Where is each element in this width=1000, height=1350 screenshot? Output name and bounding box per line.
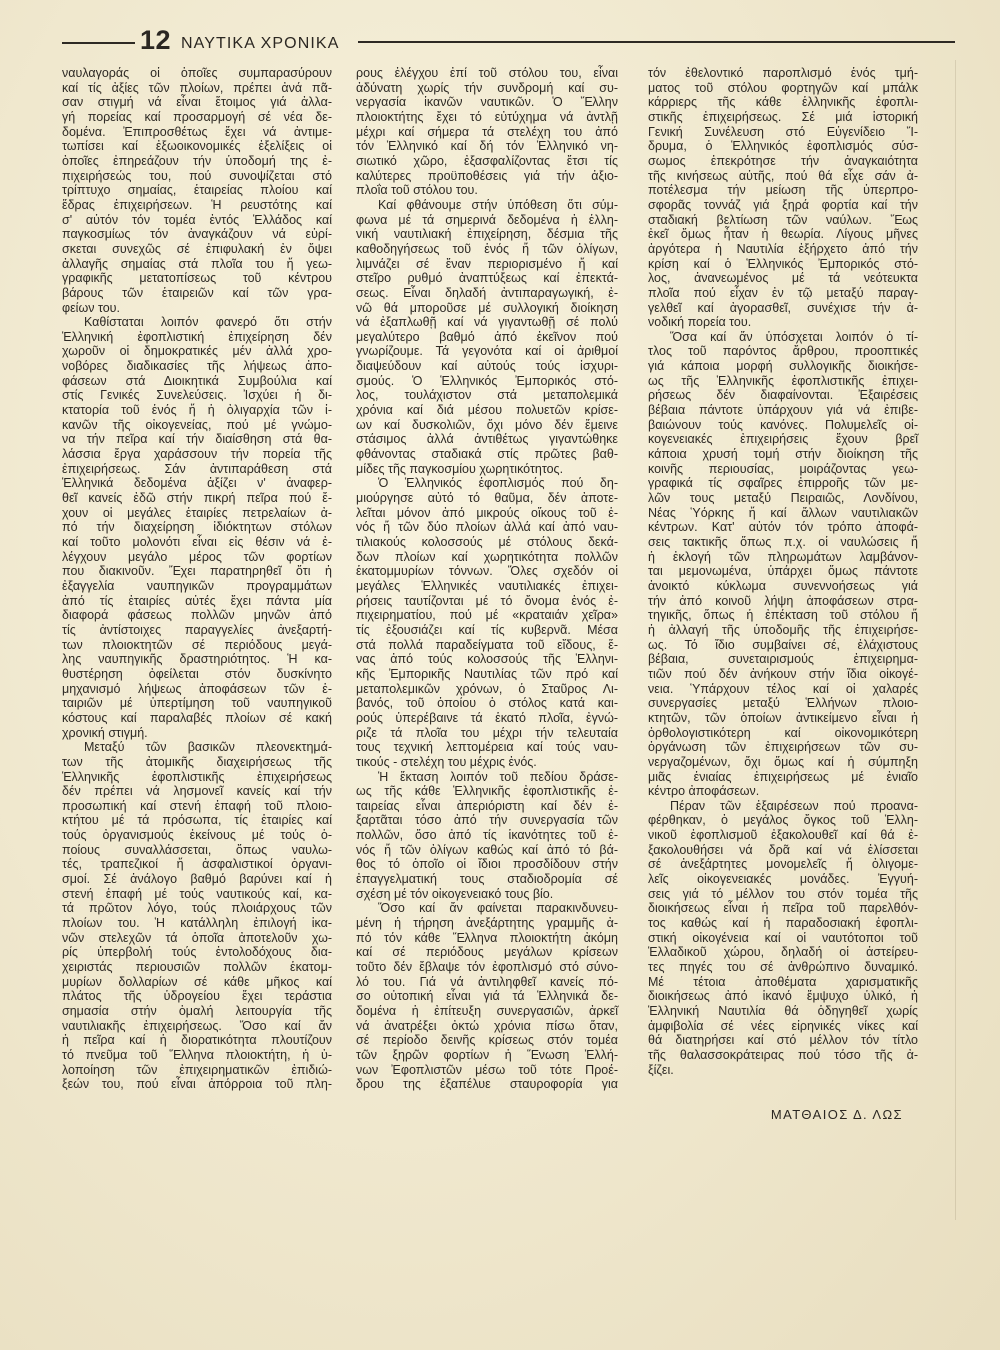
text-line: σημασία στήν ὁμαλή λειτουργία τῆς bbox=[62, 1004, 332, 1018]
text-line: ταιρείας εἶναι ἀπεριόριστη καί δέν ἐ- bbox=[356, 798, 618, 813]
text-line: φάσεων στά Διοικητικά Συμβούλια καί bbox=[62, 373, 332, 388]
text-line: ναυτιλιακῆς ἐπιχειρήσεως. Ὅσο καί ἄν bbox=[62, 1018, 332, 1033]
text-line: γιά κάποια μορφή συλλογικῆς διοικήσε- bbox=[648, 359, 918, 374]
text-line: σέ περίοδο δεινῆς κρίσεως στόν τομέα bbox=[356, 1033, 618, 1048]
text-line: νικοῦ ἐφοπλισμοῦ ἐξακολουθεῖ καί θά ἐ- bbox=[648, 828, 918, 843]
text-line: τό πνεῦμα τοῦ Ἕλληνα πλοιοκτήτη, ἡ ὑ- bbox=[62, 1047, 332, 1062]
text-line: νά ἐξαπλωθῇ καί νά γιγαντωθῇ σέ πολύ bbox=[356, 315, 618, 330]
text-line: γραφικά τίς σφαῖρες ἐπιρροῆς τῶν με- bbox=[648, 476, 918, 491]
header-rule-right bbox=[358, 41, 955, 43]
text-line: τους τεχνική λεπτομέρεια καί τούς ναυ- bbox=[356, 740, 618, 755]
text-line: χρόνια καί διά μέσου πολυετῶν κρίσε- bbox=[356, 403, 618, 418]
text-line: δομένα. Ἐπιπροσθέτως ἔχει νά ἀντιμε- bbox=[62, 124, 332, 139]
text-line: τος καθώς καί ἡ παραδοσιακή ἐφοπλι- bbox=[648, 916, 918, 931]
text-line: τικούς - στελέχη του μέχρις ἑνός. bbox=[356, 754, 537, 769]
text-line: νοδική πορεία του. bbox=[648, 315, 752, 330]
text-line: στά πολλά παραδείγματα τοῦ εἴδους, ἕ- bbox=[356, 637, 618, 652]
text-line: ἀμφιβολία σέ νέες εἰρηνικές νίκες καί bbox=[648, 1018, 918, 1033]
text-line: ὀργάνωση τῶν ἐπιχειρήσεων τῶν συ- bbox=[648, 740, 918, 755]
text-line: γνωρίζουμε. Τά γεγονότα καί οἱ ἀριθμοί bbox=[356, 344, 618, 359]
text-line: Γενική Συνέλευση στό Εὐγενίδειο Ἵ- bbox=[648, 124, 918, 139]
text-line: καλύτερες προϋποθέσεις γιά τήν ἀξιο- bbox=[356, 168, 618, 183]
text-line: κτατορία τοῦ ἑνός ἤ ἡ ὀλιγαρχία τῶν ἰ- bbox=[62, 403, 332, 418]
text-line: χρονική στιγμή. bbox=[62, 725, 148, 740]
text-line: λος, ἀνανεωμένος μέ τά νεότευκτα bbox=[648, 271, 918, 286]
header-rule-left bbox=[62, 42, 135, 44]
paragraph bbox=[648, 799, 918, 1077]
text-line: λάσσια ἔργα χαράσσουν τήν πορεία τῆς bbox=[62, 447, 332, 462]
text-line: ξεών του, πού εἶναι ἀπόρροια τοῦ πλη- bbox=[62, 1077, 332, 1092]
text-line: τῆς θαλασσοκράτειρας πού τόσο τῆς ἀ- bbox=[648, 1047, 918, 1062]
text-line: βέβαια πάντοτε ὑπάρχουν γιά νά ἐπιβε- bbox=[648, 403, 918, 418]
text-line: λό του. Γιά νά ἀντιληφθεῖ κανείς πό- bbox=[356, 974, 618, 989]
text-line: νική ναυτιλιακή ἐπιχείρηση, δέσμια τῆς bbox=[356, 227, 618, 242]
text-line: θεῖ κανείς ἐδῶ στήν πικρή πεῖρα πού ἔ- bbox=[62, 491, 332, 506]
text-line: Ἡ ἔκταση λοιπόν τοῦ πεδίου δράσε- bbox=[378, 769, 618, 784]
text-line: καί τίς ἀξίες τῶν πλοίων, πρέπει ἀνά πᾶ- bbox=[62, 80, 332, 95]
text-line: βανός, τοῦ ὁποίου ὁ στόλος κατά και- bbox=[356, 696, 618, 711]
paragraph bbox=[356, 476, 618, 769]
text-line: κάποια χρυσή τομή στήν διοίκηση τῆς bbox=[648, 447, 918, 462]
text-line: σεις γιά τό μέλλον του στόν τομέα τῆς bbox=[648, 886, 918, 901]
text-line: σκεται συνεχῶς σέ ἐπιφυλακή ἐν ὄψει bbox=[62, 241, 332, 256]
text-line: μιᾶς ἑνιαίας ἐπιχειρήσεως μέ ἑνιαῖο bbox=[648, 769, 918, 784]
paragraph bbox=[356, 901, 618, 1092]
text-line: σεως. Εἶναι δηλαδή ἀντιπαραγωγική, ἐ- bbox=[356, 285, 618, 300]
text-line: πολλῶν, ὅσο ἀπό τίς ἱκανότητες τοῦ ἑ- bbox=[356, 828, 618, 843]
text-line: νας ἀπό τούς κολοσσούς τῆς Ἑλληνι- bbox=[356, 652, 618, 667]
text-line: σμοί. Σέ ἀνάλογο βαθμό βαρύνει καί ἡ bbox=[62, 872, 332, 887]
text-line: τωπίσει καί ἐξωοικονομικές ἐξελίξεις οἱ bbox=[62, 139, 332, 154]
text-line: Ἑλληνική ἐφοπλιστική ἐπιχείρηση δέν bbox=[62, 329, 332, 344]
text-line: Ὅσο καί ἄν φαίνεται παρακινδυνευ- bbox=[378, 901, 618, 916]
text-line: νων Ἐφοπλιστῶν μέσω τοῦ τότε Προέ- bbox=[356, 1062, 618, 1077]
text-line: δομένα ἡ ἐπίτευξη συνεργασιῶν, ἀρκεῖ bbox=[356, 1004, 618, 1018]
text-line: λῶν τους μεταξύ Πειραιῶς, Λονδίνου, bbox=[648, 491, 918, 506]
text-line: νεργασία ἱκανῶν ναυτικῶν. Ὁ Ἕλλην bbox=[356, 95, 618, 110]
paragraph bbox=[356, 198, 618, 476]
text-line: γελθεῖ καί ἀγορασθεῖ, συνέχισε τήν ἀ- bbox=[648, 300, 918, 315]
text-line: διοικήσεως ἀπό ἱκανό ἔμψυχο ὑλικό, ἡ bbox=[648, 989, 918, 1004]
text-line: δρυμα, ὁ Ἑλληνικός ἐφοπλισμός σύσ- bbox=[648, 139, 918, 154]
text-line: θος τό ὁποῖο οἱ ἴδιοι προσδίδουν στήν bbox=[356, 857, 618, 872]
text-line: ἕδρας ἐπιχειρήσεων. Ἡ ρευστότης καί bbox=[62, 197, 332, 212]
text-line: στικῆς ἐπιχειρήσεως. Σέ μιά ἱστορική bbox=[648, 109, 918, 124]
text-line: νός ἤ τῶν δύο πλοίων ἀλλά καί ἀπό ναυ- bbox=[356, 520, 618, 535]
text-line: κῆς Ἐμπορικῆς Ναυτιλίας τῶν πρό καί bbox=[356, 666, 618, 681]
text-line: σο οὐτοπική εἶναι γιά τά Ἑλληνικά δε- bbox=[356, 989, 618, 1004]
text-line: μέχρι καί σήμερα τά στελέχη του ἀπό bbox=[356, 124, 618, 139]
text-line: χουν οἱ μεγάλες ἑταιρίες πετρελαίων ἀ- bbox=[62, 505, 332, 520]
page-number: 12 bbox=[140, 25, 172, 55]
text-line: φθάνοντας σταδιακά στίς πρῶτες βαθ- bbox=[356, 447, 618, 462]
text-line: δέν πρέπει νά λησμονεῖ κανείς καί τήν bbox=[62, 784, 332, 799]
text-line: ξίζει. bbox=[648, 1062, 674, 1077]
text-line: κογενειακές ἐπιχειρήσεις ἔχουν βρεῖ bbox=[648, 432, 918, 447]
text-line: στενή ἐπαφή μέ τούς ναυτικούς καί, κα- bbox=[62, 886, 332, 901]
text-line: γή πορείας καί προσαρμογή σέ νέα δε- bbox=[62, 109, 332, 124]
text-line: σιωτικό χῶρο, ἐξασφαλίζοντας ἔτσι τίς bbox=[356, 153, 618, 168]
text-line: παγκοσμίως τόν ἀναγκάζουν νά εὑρί- bbox=[62, 227, 332, 242]
text-line: νῶν στελεχῶν τά ὁποῖα ἀποτελοῦν χω- bbox=[62, 930, 332, 945]
text-line: ται μεμονωμένα, ὑπάρχει ὅμως πάντοτε bbox=[648, 564, 918, 579]
text-line: φέρθηκαν, ὁ μεγάλος ὄγκος τοῦ Ἑλλη- bbox=[648, 813, 918, 828]
text-line: τῆς κινήσεως αὐτῆς, πού θά εἶχε σάν ἀ- bbox=[648, 168, 918, 183]
text-line: τόν ἐθελοντικό παροπλισμό ἑνός τμή- bbox=[648, 66, 918, 80]
author-signature: ΜΑΤΘΑΙΟΣ Δ. ΛΩΣ bbox=[770, 1107, 903, 1122]
text-line: ρήσεις ταυτίζονται μέ τό ὄνομα ἑνός ἐ- bbox=[356, 593, 618, 608]
paragraph bbox=[648, 66, 918, 330]
text-line: ἡ ἐκλογή τῶν πληρωμάτων λαμβάνον- bbox=[648, 549, 918, 564]
text-line: χειριστάς περιουσιῶν πολλῶν ἑκατομ- bbox=[62, 960, 332, 975]
text-line: τούς ὀργανισμούς ἐκείνους μέ τούς ὁ- bbox=[62, 828, 332, 843]
text-line: ρούς ὑπερέβαινε τά ἑκατό πλοῖα, ἐγνώ- bbox=[356, 710, 618, 725]
text-line: σαν στιγμή νά εἶναι ἕτοιμος γιά ἀλλα- bbox=[62, 95, 332, 110]
text-line: κέντρο ἀποφάσεων. bbox=[648, 784, 760, 799]
text-line: σχέση μέ τόν οἰκογενειακό τους βίο. bbox=[356, 886, 554, 901]
text-line: Μέ τέτοια ἀποθέματα χαρισματικῆς bbox=[648, 974, 918, 989]
text-line: δων πλοίων καί χωρητικότητα πολλῶν bbox=[356, 549, 618, 564]
text-line: πό τήν διαχείρηση ἰδιόκτητων στόλων bbox=[62, 520, 332, 535]
text-line: βαιώνουν τούς κανόνες. Πολυμελεῖς οἰ- bbox=[648, 417, 918, 432]
text-line: τήν ἀπό κοινοῦ λήψη ἀποφάσεων στρα- bbox=[648, 593, 918, 608]
text-line: προσωπική καί στενή ἐπαφή τοῦ πλοιο- bbox=[62, 798, 332, 813]
text-line: τλος τοῦ παρόντος ἄρθρου, προοπτικές bbox=[648, 344, 918, 359]
text-line: πλοΐα τοῦ στόλου του. bbox=[356, 183, 478, 198]
text-column-3 bbox=[648, 66, 918, 1077]
text-line: τρίπτυχο σημαίας, ἑταιρείας πλοίου καί bbox=[62, 183, 332, 198]
text-line: Ἑλλαδικοῦ χώρου, δηλαδή οἱ ἀστείρευ- bbox=[648, 945, 918, 960]
text-line: ρήσεως δέν διαφαίνονται. Ἐξαιρέσεις bbox=[648, 388, 918, 403]
text-line: λεῖται μόνον ἀπό μικρούς οἴκους τοῦ ἑ- bbox=[356, 505, 618, 520]
text-line: σωμος ἐπεκρότησε τήν ἀναγκαιότητα bbox=[648, 153, 918, 168]
text-line: κτήτου μέ τά πρόσωπα, τίς ἑταιρίες καί bbox=[62, 813, 332, 828]
text-line: κοινῆς περιουσίας, μοιράζοντας γεω- bbox=[648, 461, 918, 476]
text-line: ξαρτᾶται τόσο ἀπό τήν συνεργασία τῶν bbox=[356, 813, 618, 828]
publication-title: ΝΑΥΤΙΚΑ ΧΡΟΝΙΚΑ bbox=[181, 35, 340, 52]
text-line: τιῶν πού δέν ἀνήκουν στήν ἴδια οἰκογέ- bbox=[648, 666, 918, 681]
text-line: νῶ θά μποροῦσε μέ συλλογική διοίκηση bbox=[356, 300, 618, 315]
text-line: διαψεύδουν καί αὐτούς τούς ἰσχυρι- bbox=[356, 359, 618, 374]
text-line: καί σέ περιόδους μεγάλων κρίσεων bbox=[356, 945, 618, 960]
text-line: κόστους καί παραλαβές πλοίων σέ κακή bbox=[62, 710, 332, 725]
text-line: Καί φθάνουμε στήν ὑπόθεση ὅτι σύμ- bbox=[378, 197, 618, 212]
text-line: χωροῦν οἱ δημοκρατικές μέν ἀλλά χρο- bbox=[62, 344, 332, 359]
text-line: μεταπολεμικῶν χρόνων, ὁ Σταῦρος Λι- bbox=[356, 681, 618, 696]
text-line: κανῶν τῆς οἰκογενείας, πού μέ γνώμο- bbox=[62, 417, 332, 432]
text-line: μηχανισμό λήψεως ἀποφάσεων τῶν ἑ- bbox=[62, 681, 332, 696]
text-line: Ἑλληνικῆς ἐφοπλιστικῆς ἐπιχειρήσεως bbox=[62, 769, 332, 784]
text-line: ἀδύνατη χωρίς τήν συνδρομή καί συ- bbox=[356, 80, 618, 95]
text-line: πλοίων του. Ἡ κατάλληλη ἐπιλογή ἱκα- bbox=[62, 916, 332, 931]
text-line: κρίση καί ὁ Ἑλληνικός Ἐμπορικός στό- bbox=[648, 256, 918, 271]
text-line: μένη ἡ τήρηση ἀνεξάρτητης γραμμῆς ἀ- bbox=[356, 916, 618, 931]
text-line: ων καί δυσκολιῶν, ὄχι μόνο δέν ἔμεινε bbox=[356, 417, 618, 432]
text-line: ως τῆς κάθε Ἑλληνικῆς ἐφοπλιστικῆς ἑ- bbox=[356, 784, 618, 799]
text-line: τόν Ἑλληνικό καί δή τόν Ἑλληνικό νη- bbox=[356, 139, 618, 154]
text-line: να τήν πεῖρα καί τήν διαίσθηση στά θα- bbox=[62, 432, 332, 447]
text-line: πλάτος τῆς ὑδρογείου ἔχει τεράστια bbox=[62, 989, 332, 1004]
text-line: συνεργασίες μεταξύ Ἑλλήνων πλοιο- bbox=[648, 696, 918, 711]
text-line: νεια. Ὑπάρχουν τέλος καί οἱ χαλαρές bbox=[648, 681, 918, 696]
text-line: λης ναυπηγικῆς δραστηριότητος. Ἡ κα- bbox=[62, 652, 332, 667]
text-line: σμούς. Ὁ Ἑλληνικός Ἐμπορικός στό- bbox=[356, 373, 618, 388]
text-line: καί τοῦτο μολονότι εἶναι εἰς θέσιν νά ἐ- bbox=[62, 535, 332, 549]
paragraph bbox=[648, 330, 918, 799]
text-line: των πλοιοκτητῶν σέ περιόδους μεγά- bbox=[62, 637, 332, 652]
text-line: ως τῆς Ἑλληνικῆς ἐφοπλιστικῆς ἐπιχει- bbox=[648, 373, 918, 388]
text-line: σέ ἀνεξάρτητες μονομελεῖς ἤ ὀλιγομε- bbox=[648, 857, 918, 872]
text-line: φείων του. bbox=[62, 300, 120, 315]
text-line: στίς Γενικές Συνελεύσεις. Ἰσχύει ἡ δι- bbox=[62, 388, 332, 403]
text-line: ἑκατομμυρίων τόννων. Ὅλες σχεδόν οἱ bbox=[356, 564, 618, 579]
text-line: νός ἤ τῶν ὀλίγων καθώς καί ἀπό τό βά- bbox=[356, 842, 618, 857]
text-line: τά πρῶτον λόγο, τούς πλοιάρχους τῶν bbox=[62, 901, 332, 916]
text-line: τοῦτο δέν ἔβλαψε τόν ἐφοπλισμό στό σύνο- bbox=[356, 960, 618, 975]
text-line: θυστέρηση ὀφείλεται στόν δυσκίνητο bbox=[62, 666, 332, 681]
text-line: Πέραν τῶν ἐξαιρέσεων πού προανα- bbox=[670, 798, 918, 813]
text-line: θά διατηρήσει καί στό μέλλον τόν τίτλο bbox=[648, 1033, 918, 1048]
text-line: λεῖς οἰκογενειακές μονάδες. Ἐγγυή- bbox=[648, 872, 918, 887]
text-line: λέγχουν μεγάλο μέρος τῶν φορτίων bbox=[62, 549, 332, 564]
text-column-1 bbox=[62, 66, 332, 1092]
text-line: σ' αὐτόν τόν τομέα ἐντός Ἑλλάδος καί bbox=[62, 212, 332, 227]
text-line: βέβαια, συνεταιρισμούς ἐπιχειρημα- bbox=[648, 652, 918, 667]
text-line: ἀργότερα ἡ Ναυτιλία ἐξήρχετο ἀπό τήν bbox=[648, 241, 918, 256]
text-line: νά ἀνατρέξει ὀκτώ χρόνια πίσω ὅταν, bbox=[356, 1018, 618, 1033]
text-line: ἐπαγγελματική τους σταδιοδρομία σέ bbox=[356, 872, 618, 887]
text-line: ἀνοικτό κύκλωμα συνεννοήσεως γιά bbox=[648, 578, 918, 593]
text-line: τηγικῆς, ὅπως ἡ ἐπέκταση τοῦ στόλου ἤ bbox=[648, 608, 918, 623]
text-line: λιμνάζει σέ ἕναν περιορισμένο ἤ καί bbox=[356, 256, 618, 271]
text-line: τες πηγές του σέ ἀνθρώπινο δυναμικό. bbox=[648, 960, 918, 975]
text-line: νοβόρες διαδικασίες τῆς λήψεως ἀπο- bbox=[62, 359, 332, 374]
text-line: διοικήσεως εἶναι ἡ πεῖρα τοῦ παρελθόν- bbox=[648, 901, 918, 916]
text-line: Ἑλληνική Ναυτιλία θά ὁδηγηθεῖ χωρίς bbox=[648, 1004, 918, 1018]
text-line: κάρριερς τῆς κάθε ἑλληνικῆς ἐφοπλι- bbox=[648, 95, 918, 110]
text-line: τίς ἐξουσιάζει καί τίς κυβερνᾶ. Μέσα bbox=[356, 622, 618, 637]
text-line: που διακινοῦν. Ἔχει παρατηρηθεῖ ὅτι ἡ bbox=[62, 564, 332, 579]
text-line: Ὅσα καί ἄν ὑπόσχεται λοιπόν ὁ τί- bbox=[670, 329, 918, 344]
text-line: των τῆς ἀτομικῆς διαχειρήσεως τῆς bbox=[62, 754, 332, 769]
text-line: πιχειρηματίου, πού μέ «κραταιάν χεῖρα» bbox=[356, 608, 618, 623]
text-line: ταιριῶν μέ ὑπερτίμηση τοῦ ναυπηγικοῦ bbox=[62, 696, 332, 711]
text-line: ριζε τά πλοῖα του μέχρι τήν τελευταία bbox=[356, 725, 618, 740]
text-line: πλοῖα πού εἶχαν ἐν τῷ μεταξύ παραγ- bbox=[648, 285, 918, 300]
text-line: στάσιμος ἀλλά ἀντιθέτως γιγαντώθηκε bbox=[356, 432, 618, 447]
text-line: μίδες τῆς παγκοσμίου χωρητικότητος. bbox=[356, 461, 564, 476]
text-line: Μεταξύ τῶν βασικῶν πλεονεκτημά- bbox=[84, 740, 332, 755]
paragraph bbox=[62, 315, 332, 740]
text-line: ἐπιχειρήσεως. Σάν ἀντιπαράθεση στά bbox=[62, 461, 332, 476]
text-line: Ὁ Ἑλληνικός ἐφοπλισμός πού δη- bbox=[378, 476, 618, 491]
text-line: ρους ἐλέγχου ἐπί τοῦ στόλου του, εἶναι bbox=[356, 66, 618, 80]
text-line: Νέας Ὑόρκης ἤ καί ἄλλων ναυτιλιακῶν bbox=[648, 505, 918, 520]
text-line: ἐξαγγελία ναυπηγικῶν προγραμμάτων bbox=[62, 578, 332, 593]
text-line: μυρίων δολλαρίων σέ κάθε μῆκος καί bbox=[62, 974, 332, 989]
text-line: τῶν ξηρῶν φορτίων ἡ Ἕνωση Ἑλλή- bbox=[356, 1047, 618, 1062]
paragraph bbox=[62, 740, 332, 1092]
text-line: σεις τακτικῆς ὅπως π.χ. οἱ ναυλώσεις ἤ bbox=[648, 535, 918, 549]
text-line: λοποίηση τῶν ἐπιχειρηματικῶν ἐπιδιώ- bbox=[62, 1062, 332, 1077]
text-line: σταδιακή βελτίωση τῶν ναύλων. Ἕως bbox=[648, 212, 918, 227]
text-line: μεγαλύτερο βαθμό ἀπό ἐκεῖνον πού bbox=[356, 329, 618, 344]
text-line: στεῖρο ρυθμό ἀναπτύξεως καί ἐπεκτά- bbox=[356, 271, 618, 286]
text-line: λος, τουλάχιστον στά μεταπολεμικά bbox=[356, 388, 618, 403]
paragraph bbox=[356, 66, 618, 198]
text-line: ἡ πεῖρα καί ἡ διορατικότητα πλουτίζουν bbox=[62, 1033, 332, 1048]
text-line: ὁποῖες ἐπηρεάζουν τήν ὑποδομή της ἐ- bbox=[62, 153, 332, 168]
text-line: βάρους τῶν ἑταιρειῶν καί τῶν γρα- bbox=[62, 285, 332, 300]
text-line: πλοιοκτήτης ἔχει τό εὐτύχημα νά ἀντλῇ bbox=[356, 109, 618, 124]
text-line: μεγάλες Ἑλληνικές ναυτιλιακές ἐπιχει- bbox=[356, 578, 618, 593]
text-line: γραφικῆς μετατοπίσεως τοῦ κέντρου bbox=[62, 271, 332, 286]
text-line: μιούργησε αὐτό τό θαῦμα, δέν ἀποτε- bbox=[356, 491, 618, 506]
text-line: φωνα μέ τά σημερινά δεδομένα ἡ ἑλλη- bbox=[356, 212, 618, 227]
text-line: Ἑλληνικά δεδομένα ἀξίζει ν' ἀναφερ- bbox=[62, 476, 332, 491]
paragraph bbox=[356, 770, 618, 902]
text-line: ποίους συναλλάσσεται, ὅπως ναυλω- bbox=[62, 842, 332, 857]
text-line: νεργαζομένων, ὄχι ὅμως καί ἡ σύμπηξη bbox=[648, 754, 918, 769]
text-line: διαφορά φάσεως πολλῶν μηνῶν ἀπό bbox=[62, 608, 332, 623]
text-line: ἐκεῖ ὅμως ἦταν ἡ θεωρία. Λίγους μῆνες bbox=[648, 227, 918, 242]
text-line: τιλιακούς κολοσσούς μέ στόλους δεκά- bbox=[356, 535, 618, 549]
text-line: σφορᾶς τοννάζ γιά ξηρά φορτία καί τήν bbox=[648, 197, 918, 212]
text-line: πιχειρήσεώς του, πού συνοψίζεται στό bbox=[62, 168, 332, 183]
text-line: ξακολουθήσει νά δρᾶ καί νά ἐλίσσεται bbox=[648, 842, 918, 857]
page-fold-line bbox=[955, 60, 956, 1220]
text-line: ἀλλαγῆς σημαίας στά πλοῖα του ἤ γεω- bbox=[62, 256, 332, 271]
paragraph bbox=[62, 66, 332, 315]
text-line: τίς ἀντίστοιχες παραγγελίες ἀνεξαρτή- bbox=[62, 622, 332, 637]
text-line: Καθίσταται λοιπόν φανερό ὅτι στήν bbox=[84, 315, 332, 330]
text-line: κτητῶν, τῶν ὁποίων ἀντικείμενο εἶναι ἡ bbox=[648, 710, 918, 725]
text-line: ρίς ὑπερβολή τούς ἐντολοδόχους δια- bbox=[62, 945, 332, 960]
text-line: τές, τραπεζικοί ἤ ἀσφαλιστικοί ὀργανι- bbox=[62, 857, 332, 872]
text-line: ως. Τό ἴδιο συμβαίνει σέ, ἐλάχιστους bbox=[648, 637, 918, 652]
text-line: καθοδηγήσεως τοῦ ἑνός ἤ τῶν ὀλίγων, bbox=[356, 241, 618, 256]
text-line: ματος τοῦ στόλου φορτηγῶν καί μπάλκ bbox=[648, 80, 918, 95]
text-column-2 bbox=[356, 66, 618, 1092]
text-line: δρου της ἐξαπέλυε σταυροφορία για bbox=[356, 1077, 618, 1092]
text-line: στική οἰκογένεια καί οἱ ναυτότοποι τοῦ bbox=[648, 930, 918, 945]
text-line: πό τόν κάθε Ἕλληνα πλοιοκτήτη ἀκόμη bbox=[356, 930, 618, 945]
text-line: κέντρων. Κατ' αὐτόν τόν τρόπο ἀποφά- bbox=[648, 520, 918, 535]
text-line: ἀπό τίς ἑταιρίες αὐτές ἔχει πάντα μία bbox=[62, 593, 332, 608]
text-line: ποτέλεσμα τήν μείωση τῆς ὑπερπρο- bbox=[648, 183, 918, 198]
text-line: ναυλαγοράς οἱ ὁποῖες συμπαρασύρουν bbox=[62, 66, 332, 80]
text-line: ἡ ἀλλαγή τῆς ὑποδομῆς τῆς ἐπιχειρήσε- bbox=[648, 622, 918, 637]
text-line: ὀρθολογιστικότερη καί οἰκονομικότερη bbox=[648, 725, 918, 740]
